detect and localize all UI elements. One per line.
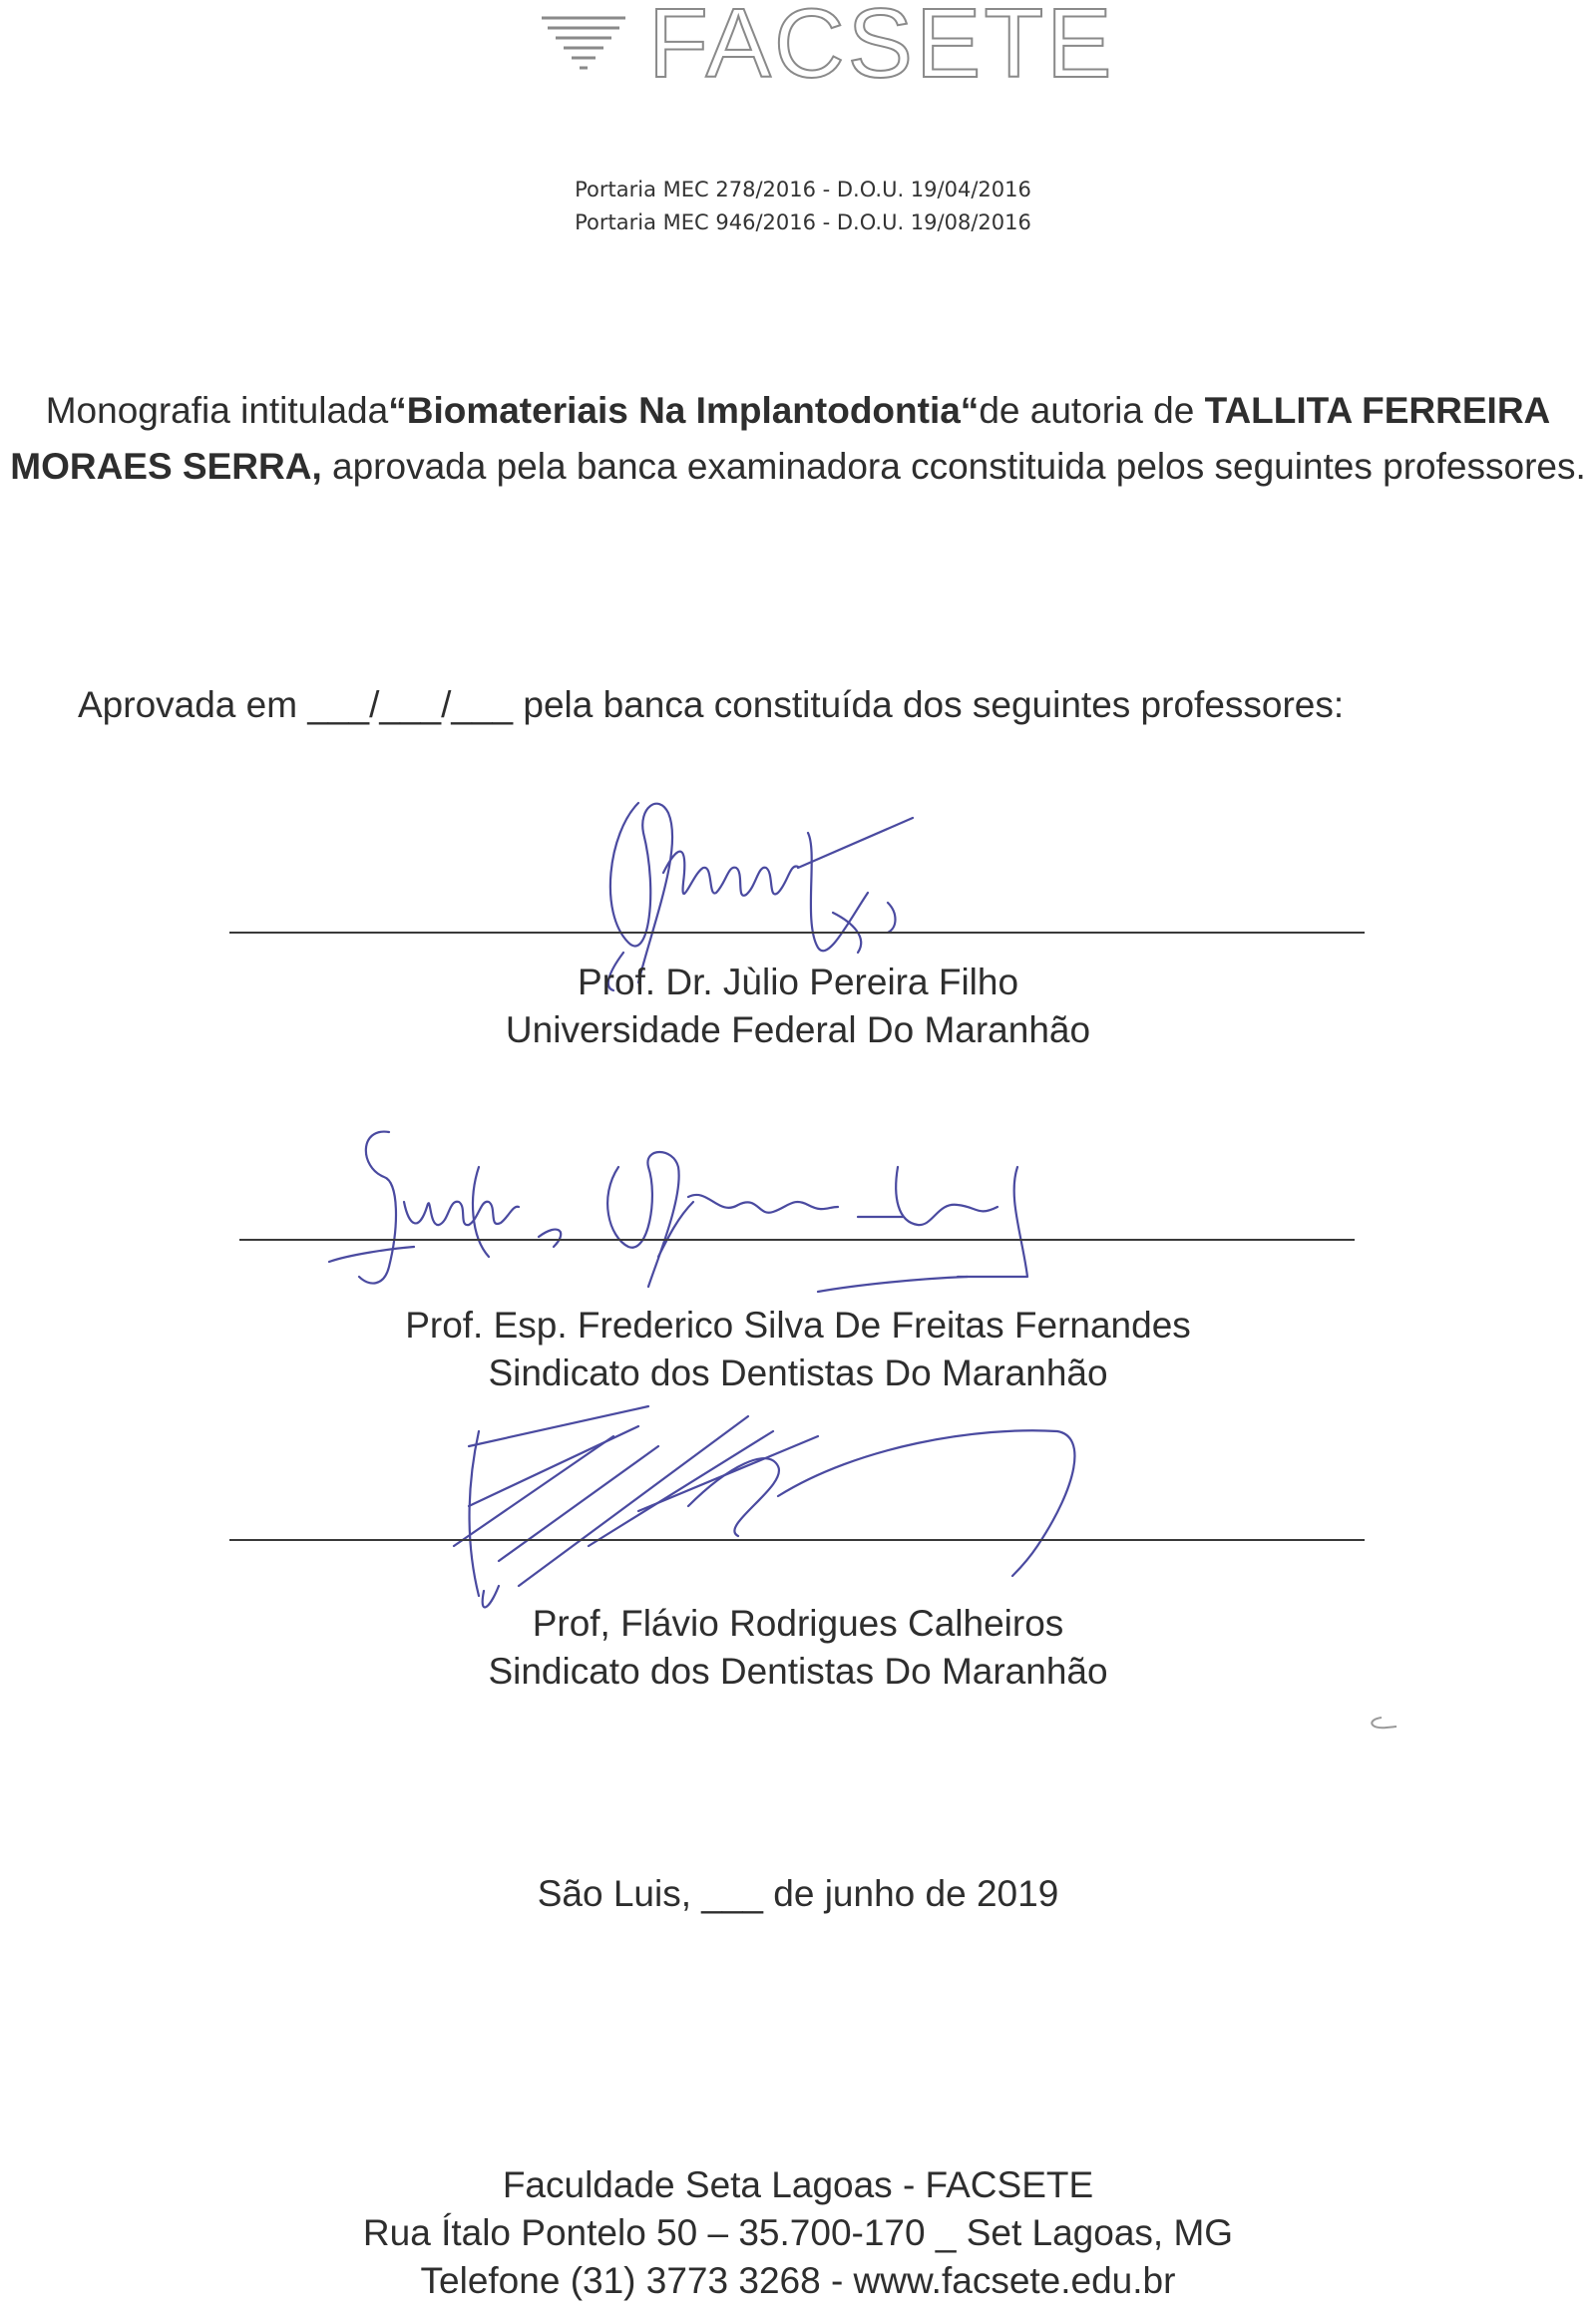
facsete-logo: [534, 0, 1115, 100]
signature-3: [439, 1386, 1097, 1616]
signature-line-2: [239, 1239, 1355, 1241]
member-name: Prof. Dr. Jùlio Pereira Filho: [577, 962, 1019, 1002]
member-institution: Universidade Federal Do Maranhão: [505, 1009, 1091, 1050]
intro-middle: de autoria de: [979, 390, 1205, 431]
signature-line-3: [229, 1539, 1365, 1541]
portaria-line-1: Portaria MEC 278/2016 - D.O.U. 19/04/2016: [575, 178, 1031, 201]
date-line: [0, 1873, 1596, 1915]
member-name: Prof. Esp. Frederico Silva De Freitas Fernandes: [405, 1305, 1191, 1346]
date-blank: ___: [701, 1873, 763, 1914]
intro-prefix: Monografia intitulada: [45, 390, 389, 431]
intro-suffix: aprovada pela banca examinadora cconstituida pelos seguintes professores.: [321, 446, 1586, 487]
approval-prefix: Aprovada em: [78, 684, 298, 725]
monograph-title: “Biomateriais Na Implantodontia“: [388, 390, 980, 431]
intro-paragraph: [0, 383, 1596, 495]
footer-institution: Faculdade Seta Lagoas - FACSETE: [502, 2164, 1094, 2205]
approval-suffix: pela banca constituída dos seguintes professores:: [523, 684, 1345, 725]
member-1: [0, 959, 1596, 1054]
member-name: Prof, Flávio Rodrigues Calheiros: [532, 1603, 1064, 1644]
pen-mark-icon: [1362, 1714, 1401, 1734]
logo-wordmark: FACSETE: [648, 0, 1115, 98]
logo-mark-icon: [534, 8, 633, 78]
footer-contact: Telefone (31) 3773 3268 - www.facsete.edu.br: [420, 2260, 1176, 2301]
member-institution: Sindicato dos Dentistas Do Maranhão: [488, 1651, 1108, 1692]
approval-date-blank: ___/___/___: [307, 684, 514, 725]
date-suffix: de junho de 2019: [773, 1873, 1059, 1914]
member-3: [0, 1600, 1596, 1696]
approval-line: [78, 684, 1344, 726]
member-2: [0, 1302, 1596, 1397]
footer-address: Rua Ítalo Pontelo 50 – 35.700-170 _ Set Lagoas, MG: [362, 2212, 1234, 2253]
member-institution: Sindicato dos Dentistas Do Maranhão: [488, 1352, 1108, 1393]
date-prefix: São Luis,: [537, 1873, 691, 1914]
signature-line-1: [229, 932, 1365, 934]
portaria-line-2: Portaria MEC 946/2016 - D.O.U. 19/08/2016: [575, 210, 1031, 234]
signature-2: [319, 1107, 1077, 1307]
author-name: TALLITA FERREIRA MORAES SERRA,: [10, 390, 1551, 487]
